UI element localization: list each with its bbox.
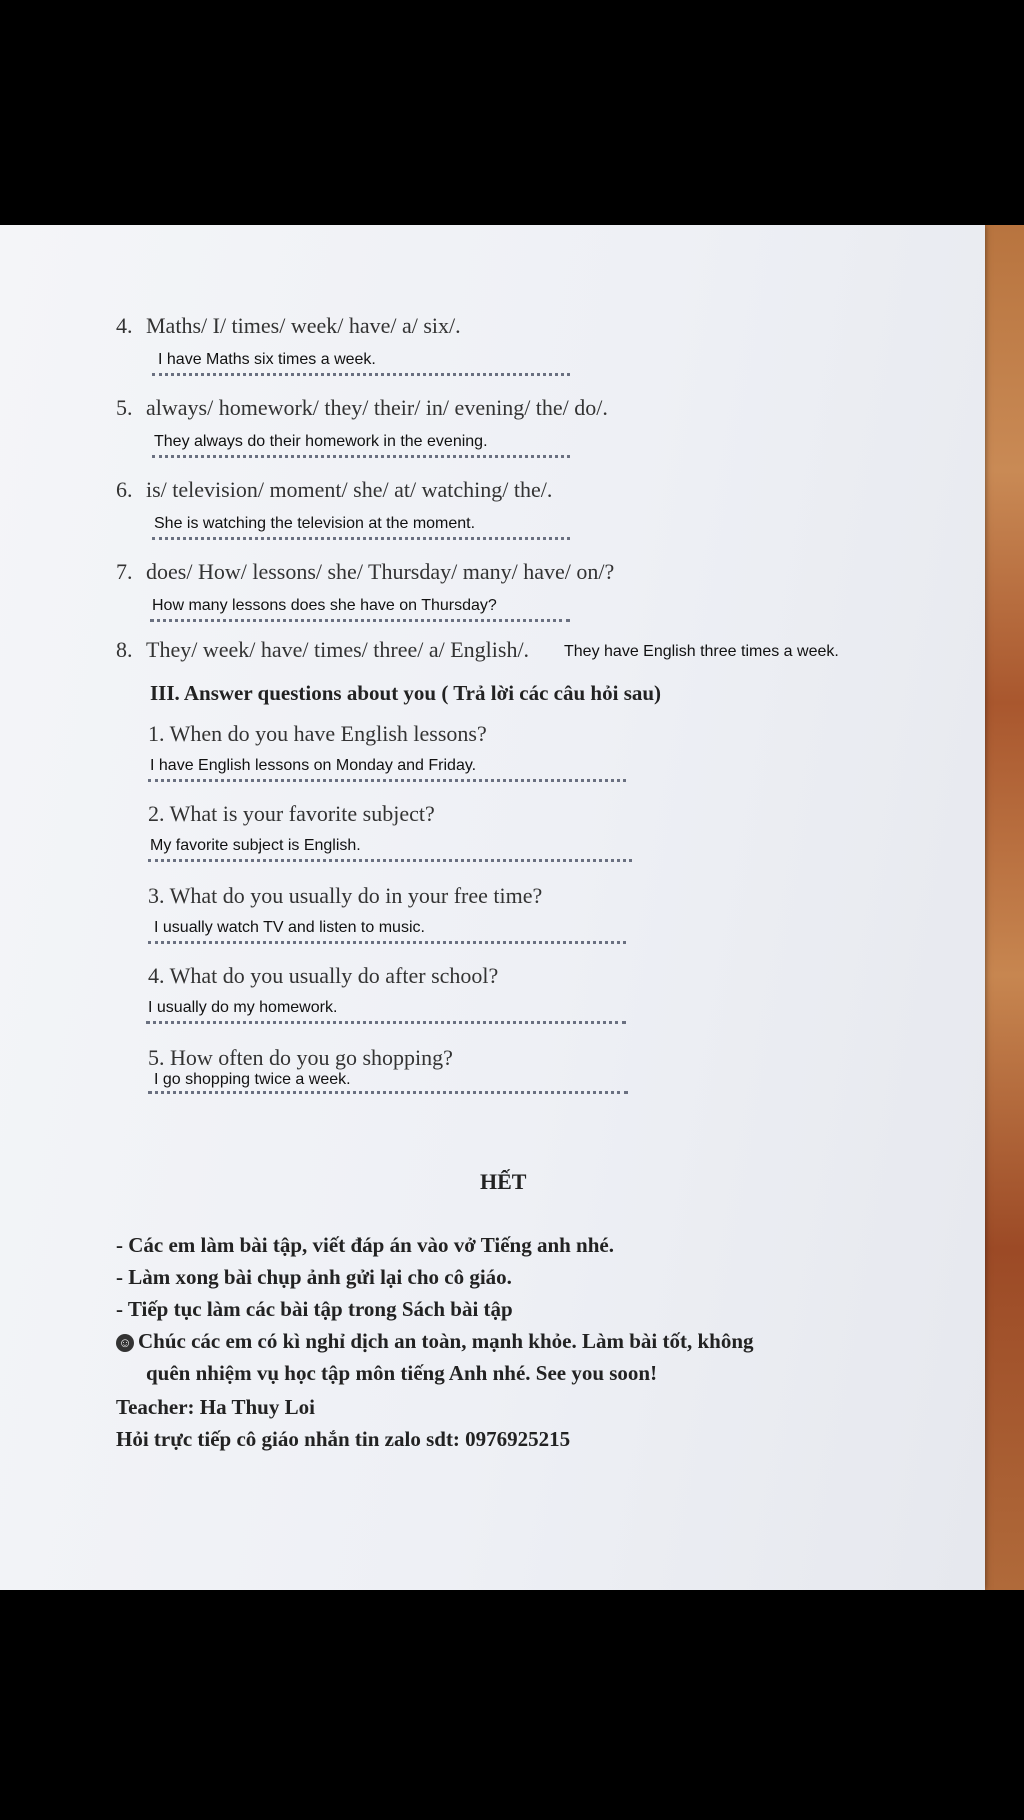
question-text: 4. What do you usually do after school? <box>148 963 499 988</box>
item-number: 4. <box>116 313 133 338</box>
item-number: 6. <box>116 477 133 502</box>
section-heading: III. Answer questions about you ( Trả lời các câu hỏi sau) <box>150 681 662 705</box>
answer-line <box>148 941 626 944</box>
item-answer: I have Maths six times a week. <box>158 351 376 368</box>
item-prompt: does/ How/ lessons/ she/ Thursday/ many/ have/ on/? <box>146 559 615 584</box>
question-answer: I usually watch TV and listen to music. <box>154 919 425 936</box>
question-text: 5. How often do you go shopping? <box>148 1045 453 1070</box>
item-answer: They have English three times a week. <box>564 643 839 660</box>
item-number: 7. <box>116 559 133 584</box>
answer-line <box>150 619 570 622</box>
smiley-icon: ☺ <box>116 1334 134 1352</box>
note-line: - Làm xong bài chụp ảnh gửi lại cho cô giáo. <box>116 1265 512 1289</box>
answer-line <box>146 1021 626 1024</box>
item-prompt: is/ television/ moment/ she/ at/ watching/ the/. <box>146 477 553 502</box>
question-answer: I go shopping twice a week. <box>154 1071 351 1088</box>
question-answer: I usually do my homework. <box>148 999 338 1016</box>
answer-line <box>148 1091 628 1094</box>
note-text: Chúc các em có kì nghỉ dịch an toàn, mạnh khỏe. Làm bài tốt, không <box>138 1329 754 1353</box>
item-answer: They always do their homework in the evening. <box>154 433 488 450</box>
item-answer: She is watching the television at the moment. <box>154 515 476 532</box>
item-prompt: They/ week/ have/ times/ three/ a/ English/. <box>146 637 530 662</box>
item-prompt: always/ homework/ they/ their/ in/ evening/ the/ do/. <box>146 395 608 420</box>
teacher-name: Teacher: Ha Thuy Loi <box>116 1395 315 1419</box>
question-text: 2. What is your favorite subject? <box>148 801 435 826</box>
contact-line: Hỏi trực tiếp cô giáo nhắn tin zalo sdt: 0976925215 <box>116 1427 571 1451</box>
end-label: HẾT <box>480 1169 527 1194</box>
item-number: 5. <box>116 395 133 420</box>
question-text: 1. When do you have English lessons? <box>148 721 487 746</box>
worksheet-page <box>0 225 985 1590</box>
note-line: - Các em làm bài tập, viết đáp án vào vở Tiếng anh nhé. <box>116 1233 614 1257</box>
note-line <box>116 1329 754 1354</box>
question-answer: My favorite subject is English. <box>150 837 361 854</box>
item-prompt: Maths/ I/ times/ week/ have/ a/ six/. <box>146 313 461 338</box>
answer-line <box>152 455 570 458</box>
answer-line <box>148 859 632 862</box>
question-answer: I have English lessons on Monday and Friday. <box>150 757 477 774</box>
answer-line <box>152 373 570 376</box>
item-answer: How many lessons does she have on Thursday? <box>152 597 497 614</box>
item-number: 8. <box>116 637 133 662</box>
question-text: 3. What do you usually do in your free time? <box>148 883 543 908</box>
answer-line <box>152 537 570 540</box>
answer-line <box>148 779 626 782</box>
note-line: quên nhiệm vụ học tập môn tiếng Anh nhé. See you soon! <box>146 1361 658 1385</box>
note-line: - Tiếp tục làm các bài tập trong Sách bài tập <box>116 1297 513 1321</box>
